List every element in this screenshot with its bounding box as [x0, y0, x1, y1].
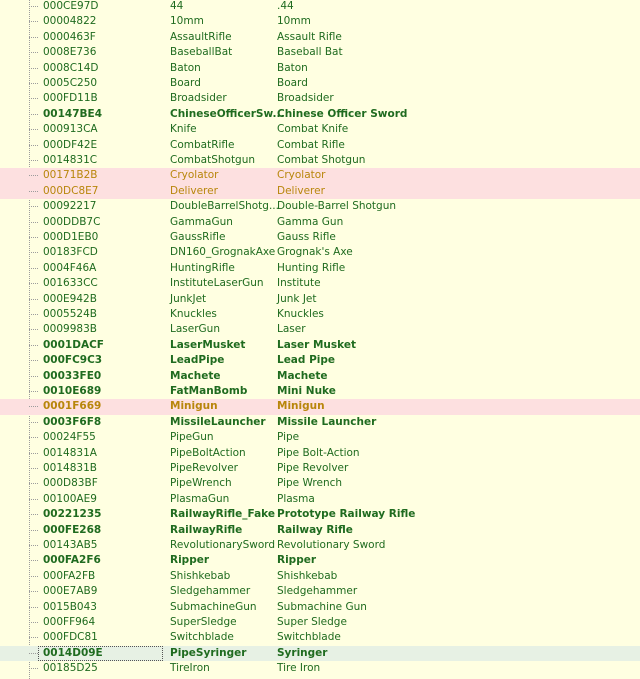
tree-branch-line	[29, 129, 38, 130]
name-cell: Junk Jet	[277, 292, 317, 305]
tree-branch-line	[29, 483, 38, 484]
formid-cell: 0005C250	[43, 77, 98, 89]
tree-branch-line	[29, 68, 38, 69]
formid-cell: 00221235	[43, 508, 102, 521]
tree-branch-line	[29, 299, 38, 300]
editorid-cell: PipeGun	[170, 431, 214, 444]
editorid-cell: LeadPipe	[170, 354, 225, 367]
editorid-cell: 10mm	[170, 15, 204, 28]
formid-cell: 000913CA	[43, 123, 98, 136]
name-cell: 10mm	[277, 15, 311, 28]
editorid-cell: SuperSledge	[170, 616, 237, 628]
formid-cell: 000FF964	[43, 616, 96, 628]
table-row[interactable]	[0, 76, 640, 91]
tree-branch-line	[29, 376, 38, 377]
editorid-cell: DoubleBarrelShotg...	[170, 200, 279, 213]
table-row[interactable]	[0, 184, 640, 199]
formid-cell: 000D1EB0	[43, 231, 99, 243]
formid-cell: 001633CC	[43, 277, 98, 290]
editorid-cell: RevolutionarySword	[170, 539, 276, 551]
name-cell: Cryolator	[277, 169, 326, 182]
formid-cell: 0009983B	[43, 323, 97, 336]
name-cell: Board	[277, 77, 308, 89]
name-cell: Gamma Gun	[277, 215, 344, 228]
tree-branch-line	[29, 406, 38, 407]
name-cell: Mini Nuke	[277, 385, 336, 397]
formid-cell: 0010E689	[43, 385, 102, 397]
formid-cell: 000FC9C3	[43, 354, 103, 367]
formid-cell: 0014831B	[43, 462, 97, 474]
tree-branch-line	[29, 145, 38, 146]
name-cell: Grognak's Axe	[277, 246, 353, 259]
table-row[interactable]	[0, 138, 640, 153]
formid-cell: 000E942B	[43, 292, 97, 305]
tree-branch-line	[29, 653, 38, 654]
table-row[interactable]	[0, 45, 640, 60]
table-row[interactable]	[0, 322, 640, 337]
formid-cell: 000CE97D	[43, 0, 99, 12]
name-cell: Institute	[277, 277, 321, 290]
formid-cell: 000DF42E	[43, 138, 98, 151]
tree-branch-line	[29, 314, 38, 315]
tree-branch-line	[29, 6, 38, 7]
table-row[interactable]	[0, 215, 640, 230]
formid-cell: 00024F55	[43, 431, 96, 444]
table-row[interactable]	[0, 292, 640, 307]
formid-cell: 00185D25	[43, 662, 98, 675]
name-cell: Prototype Railway Rifle	[277, 508, 416, 521]
editorid-cell: Broadsider	[170, 92, 227, 105]
table-row[interactable]	[0, 353, 640, 368]
editorid-cell: PipeWrench	[170, 477, 232, 490]
tree-branch-line	[29, 222, 38, 223]
editorid-cell: JunkJet	[170, 292, 207, 305]
tree-branch-line	[29, 499, 38, 500]
editorid-cell: HuntingRifle	[170, 261, 235, 274]
editorid-cell: Sledgehammer	[170, 585, 251, 598]
name-cell: Chinese Officer Sword	[277, 107, 408, 120]
table-row[interactable]	[0, 646, 640, 661]
table-row[interactable]	[0, 61, 640, 76]
tree-branch-line	[29, 283, 38, 284]
name-cell: Railway Rifle	[277, 523, 353, 536]
tree-branch-line	[29, 252, 38, 253]
formid-cell: 0015B043	[43, 600, 97, 613]
name-cell: Pipe Bolt-Action	[277, 446, 360, 459]
table-row[interactable]	[0, 476, 640, 491]
tree-branch-line	[29, 576, 38, 577]
table-row[interactable]	[0, 107, 640, 122]
tree-branch-line	[29, 637, 38, 638]
name-cell: Plasma	[277, 492, 315, 505]
editorid-cell: RailwayRifle_Fake	[170, 508, 275, 521]
formid-cell: 000FA2F6	[43, 554, 101, 567]
tree-branch-line	[29, 237, 38, 238]
formid-cell: 000FE268	[43, 523, 102, 536]
formid-cell: 00033FE0	[43, 369, 102, 382]
table-row[interactable]	[0, 630, 640, 645]
table-row[interactable]	[0, 276, 640, 291]
formid-cell: 000D83BF	[43, 477, 98, 490]
tree-branch-line	[29, 530, 38, 531]
formid-cell: 0004F46A	[43, 261, 97, 274]
table-row[interactable]	[0, 0, 640, 14]
table-row[interactable]	[0, 14, 640, 29]
formid-cell: 00147BE4	[43, 107, 103, 120]
editorid-cell: ChineseOfficerSw...	[170, 107, 285, 120]
tree-branch-line	[29, 607, 38, 608]
name-cell: Machete	[277, 369, 328, 382]
editorid-cell: Shishkebab	[170, 569, 231, 582]
table-row[interactable]	[0, 461, 640, 476]
formid-cell: 00171B2B	[43, 169, 98, 182]
tree-branch-line	[29, 206, 38, 207]
editorid-cell: LaserMusket	[170, 338, 246, 351]
name-cell: Super Sledge	[277, 616, 347, 628]
formid-cell: 0000463F	[43, 30, 96, 43]
name-cell: Submachine Gun	[277, 600, 367, 613]
formid-cell: 00100AE9	[43, 492, 97, 505]
table-row[interactable]	[0, 553, 640, 568]
table-row[interactable]	[0, 245, 640, 260]
table-row[interactable]	[0, 153, 640, 168]
editorid-cell: DN160_GrognakAxe	[170, 246, 276, 259]
name-cell: Hunting Rifle	[277, 261, 346, 274]
editorid-cell: GaussRifle	[170, 231, 226, 243]
editorid-cell: Cryolator	[170, 169, 219, 182]
editorid-cell: Minigun	[170, 400, 218, 413]
editorid-cell: Board	[170, 77, 201, 89]
name-cell: Baton	[277, 61, 308, 74]
formid-cell: 0008C14D	[43, 61, 99, 74]
formid-cell: 000FA2FB	[43, 569, 96, 582]
tree-branch-line	[29, 52, 38, 53]
editorid-cell: CombatShotgun	[170, 154, 256, 166]
name-cell: Double-Barrel Shotgun	[277, 200, 397, 213]
name-cell: Combat Rifle	[277, 138, 345, 151]
formid-cell: 0005524B	[43, 308, 97, 320]
table-row[interactable]	[0, 199, 640, 214]
tree-branch-line	[29, 437, 38, 438]
name-cell: Laser Musket	[277, 338, 356, 351]
tree-branch-line	[29, 622, 38, 623]
editorid-cell: InstituteLaserGun	[170, 277, 264, 290]
name-cell: Pipe Wrench	[277, 477, 343, 490]
name-cell: Shishkebab	[277, 569, 338, 582]
name-cell: Tire Iron	[277, 662, 321, 675]
table-row[interactable]	[0, 230, 640, 245]
table-row[interactable]	[0, 399, 640, 414]
table-row[interactable]	[0, 661, 640, 676]
formid-cell: 00092217	[43, 200, 97, 213]
editorid-cell: Deliverer	[170, 184, 218, 197]
editorid-cell: CombatRifle	[170, 138, 235, 151]
name-cell: Pipe	[277, 431, 300, 444]
editorid-cell: MissileLauncher	[170, 415, 266, 428]
formid-cell: 0001F669	[43, 400, 102, 413]
tree-branch-line	[29, 360, 38, 361]
name-cell: Laser	[277, 323, 306, 336]
tree-branch-line	[29, 391, 38, 392]
tree-branch-line	[29, 175, 38, 176]
table-row[interactable]	[0, 615, 640, 630]
table-row[interactable]	[0, 600, 640, 615]
table-row[interactable]	[0, 569, 640, 584]
formid-cell: 00183FCD	[43, 246, 98, 259]
tree-branch-line	[29, 268, 38, 269]
name-cell: .44	[277, 0, 294, 12]
table-row[interactable]	[0, 507, 640, 522]
formid-cell: 000E7AB9	[43, 585, 98, 598]
table-row[interactable]	[0, 446, 640, 461]
editorid-cell: Machete	[170, 369, 221, 382]
table-row[interactable]	[0, 261, 640, 276]
name-cell: Gauss Rifle	[277, 231, 336, 243]
tree-branch-line	[29, 37, 38, 38]
formid-cell: 00143AB5	[43, 539, 98, 551]
name-cell: Broadsider	[277, 92, 334, 105]
editorid-cell: BaseballBat	[170, 46, 233, 59]
table-row[interactable]	[0, 168, 640, 183]
name-cell: Switchblade	[277, 631, 341, 644]
name-cell: Pipe Revolver	[277, 462, 349, 474]
editorid-cell: 44	[170, 0, 184, 12]
table-row[interactable]	[0, 338, 640, 353]
tree-branch-line	[29, 191, 38, 192]
name-cell: Combat Knife	[277, 123, 349, 136]
name-cell: Assault Rifle	[277, 30, 342, 43]
table-row[interactable]	[0, 523, 640, 538]
formid-cell: 0014831C	[43, 154, 98, 166]
name-cell: Syringer	[277, 646, 328, 659]
editorid-cell: TireIron	[170, 662, 210, 675]
editorid-cell: GammaGun	[170, 215, 233, 228]
tree-branch-line	[29, 668, 38, 669]
formid-cell: 0014D09E	[43, 646, 103, 659]
table-row[interactable]	[0, 538, 640, 553]
editorid-cell: PlasmaGun	[170, 492, 230, 505]
tree-branch-line	[29, 345, 38, 346]
formid-cell: 0001DACF	[43, 338, 104, 351]
tree-branch-line	[29, 21, 38, 22]
formid-cell: 00004822	[43, 15, 97, 28]
table-row[interactable]	[0, 91, 640, 106]
formid-cell: 000DC8E7	[43, 184, 99, 197]
formid-cell: 0008E736	[43, 46, 97, 59]
tree-branch-line	[29, 114, 38, 115]
name-cell: Missile Launcher	[277, 415, 377, 428]
tree-branch-line	[29, 98, 38, 99]
formid-cell: 0003F6F8	[43, 415, 102, 428]
editorid-cell: FatManBomb	[170, 385, 248, 397]
editorid-cell: SubmachineGun	[170, 600, 257, 613]
table-row[interactable]	[0, 384, 640, 399]
tree-branch-line	[29, 591, 38, 592]
name-cell: Minigun	[277, 400, 325, 413]
editorid-cell: PipeSyringer	[170, 646, 247, 659]
editorid-cell: RailwayRifle	[170, 523, 243, 536]
table-row[interactable]	[0, 415, 640, 430]
table-row[interactable]	[0, 122, 640, 137]
table-row[interactable]	[0, 369, 640, 384]
editorid-cell: Baton	[170, 61, 201, 74]
editorid-cell: Knuckles	[170, 308, 217, 320]
formid-cell: 000FD11B	[43, 92, 98, 105]
table-row[interactable]	[0, 30, 640, 45]
editorid-cell: Ripper	[170, 554, 210, 567]
tree-branch-line	[29, 468, 38, 469]
tree-branch-line	[29, 160, 38, 161]
name-cell: Deliverer	[277, 184, 325, 197]
name-cell: Combat Shotgun	[277, 154, 366, 166]
tree-branch-line	[29, 422, 38, 423]
name-cell: Lead Pipe	[277, 354, 336, 367]
tree-branch-line	[29, 545, 38, 546]
tree-branch-line	[29, 453, 38, 454]
table-row[interactable]	[0, 584, 640, 599]
editorid-cell: LaserGun	[170, 323, 220, 336]
formid-cell: 000DDB7C	[43, 215, 101, 228]
editorid-cell: Knife	[170, 123, 197, 136]
editorid-cell: PipeBoltAction	[170, 446, 246, 459]
editorid-cell: PipeRevolver	[170, 462, 238, 474]
name-cell: Knuckles	[277, 308, 324, 320]
name-cell: Ripper	[277, 554, 317, 567]
editorid-cell: Switchblade	[170, 631, 234, 644]
table-row[interactable]	[0, 307, 640, 322]
formid-cell: 000FDC81	[43, 631, 98, 644]
name-cell: Baseball Bat	[277, 46, 343, 59]
formid-cell: 0014831A	[43, 446, 97, 459]
table-row[interactable]	[0, 430, 640, 445]
name-cell: Sledgehammer	[277, 585, 358, 598]
tree-branch-line	[29, 329, 38, 330]
table-row[interactable]	[0, 492, 640, 507]
tree-branch-line	[29, 514, 38, 515]
name-cell: Revolutionary Sword	[277, 539, 386, 551]
editorid-cell: AssaultRifle	[170, 30, 232, 43]
tree-branch-line	[29, 560, 38, 561]
tree-branch-line	[29, 83, 38, 84]
